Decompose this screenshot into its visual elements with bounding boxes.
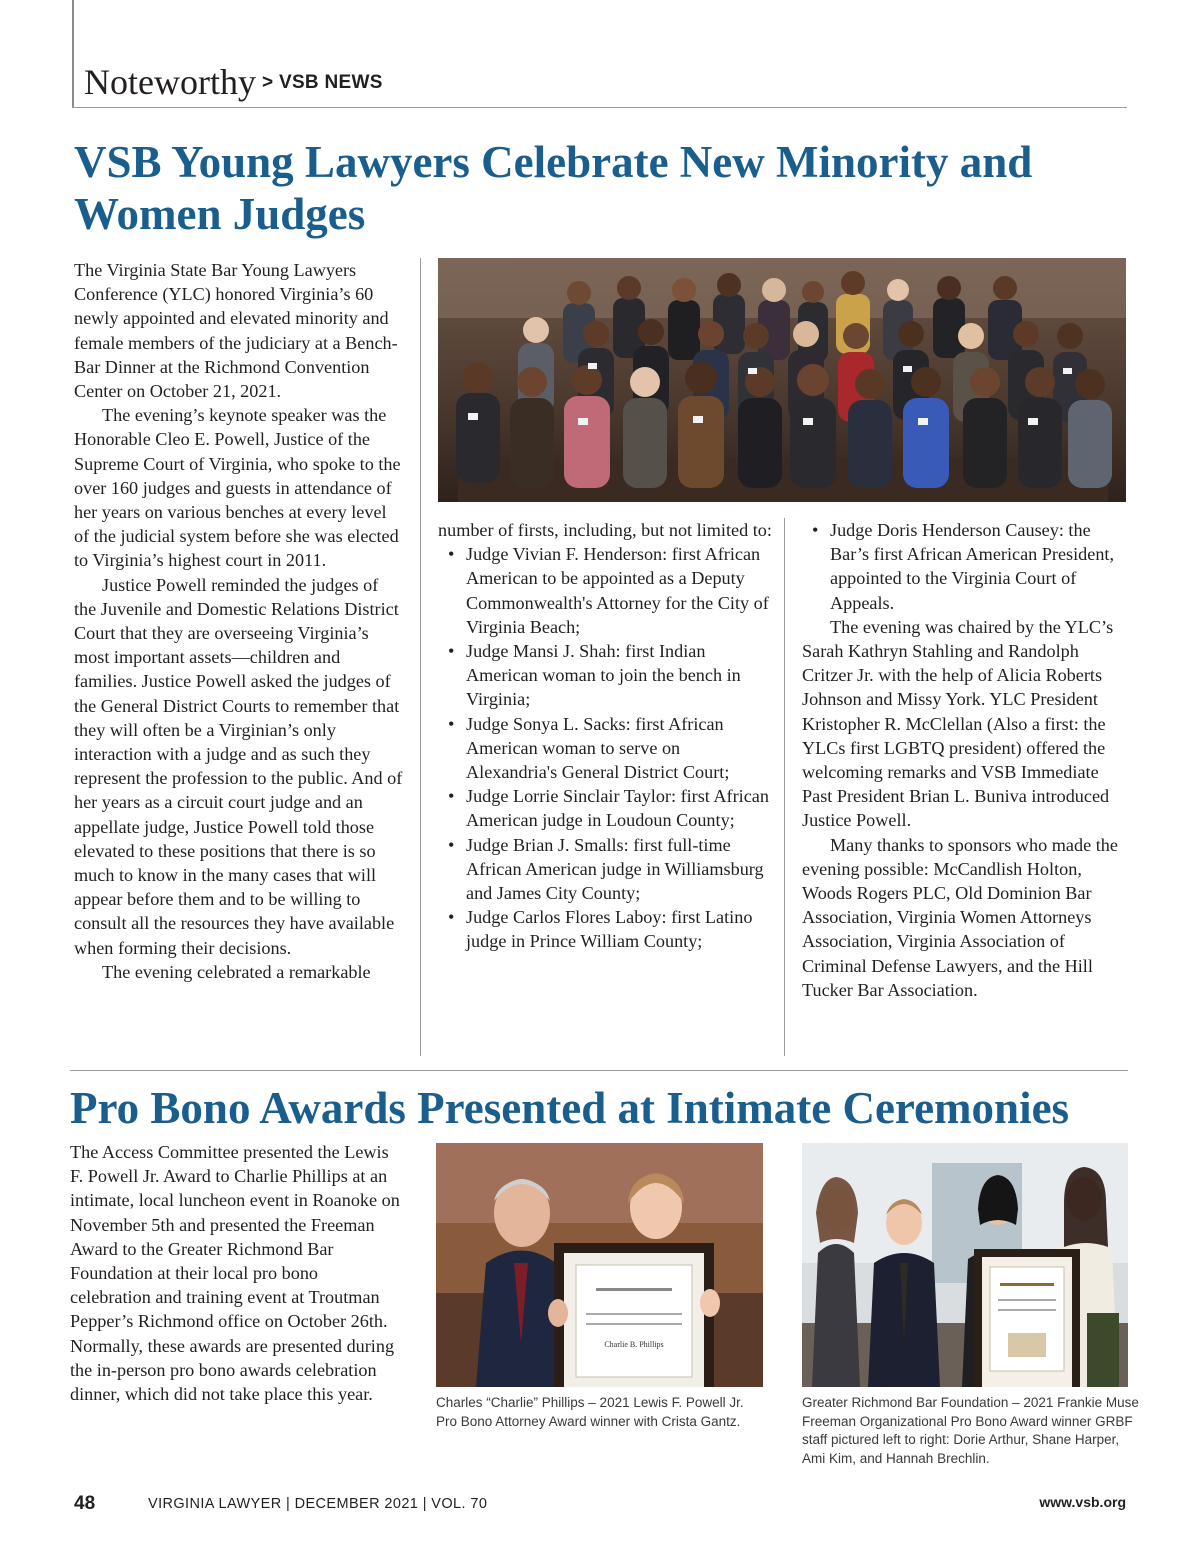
website-url: www.vsb.org [1039,1494,1126,1510]
list-item [438,784,772,832]
paragraph: The evening’s keynote speaker was the Honorable Cleo E. Powell, Justice of the Supreme Court of Virginia, who spoke to the over 160 judges and guests in attendance of her years on various benches at every level of the judicial system before she was elected to Virginia’s highest court in 2011. [74,405,401,571]
section-divider [70,1070,1128,1071]
firsts-list [438,542,772,953]
paragraph: Many thanks to sponsors who made the evening possible: McCandlish Holton, Woods Rogers PLC, Old Dominion Bar Association, Virginia Women Attorneys Association, Virginia Association of Criminal Defense Lawyers, and the Hill Tucker Bar Association. [802,834,1118,1000]
header-vertical-rule [72,0,74,108]
article2-body [70,1140,400,1406]
photo-caption-grbf: Greater Richmond Bar Foundation – 2021 Frankie Muse Freeman Organizational Pro Bono Award winner GRBF staff pictured left to right: Dorie Arthur, Shane Harper, Ami Kim, and Hannah Brechlin. [802,1395,1139,1466]
paragraph: The Access Committee presented the Lewis F. Powell Jr. Award to Charlie Phillips at an intimate, local luncheon event in Roanoke on November 5th and presented the Freeman Award to the Greater Richmond Bar Foundation at their local pro bono celebration and training event at Troutman Pepper’s Richmond office on October 26th. Normally, these awards are presented during the in-person pro bono awards celebration dinner, which did not take place this year. [70,1142,400,1405]
photo-caption-phillips: Charles “Charlie” Phillips – 2021 Lewis F. Powell Jr. Pro Bono Attorney Award winner with Crista Gantz. [436,1395,744,1429]
photo-charlie-phillips [436,1143,763,1387]
phillips-photo-illustration [436,1143,763,1387]
list-item-text: Judge Mansi J. Shah: first Indian American woman to join the bench in Virginia; [466,641,741,710]
list-item-text: Judge Vivian F. Henderson: first African American to be appointed as a Deputy Commonwealth's Attorney for the City of Virginia Beach; [466,544,769,637]
page-number: 48 [74,1493,96,1514]
column-divider [420,258,421,1056]
bullet-icon: • [812,520,819,540]
list-item [438,542,772,639]
group-photo-illustration [438,258,1126,502]
article1-column-1 [74,258,404,984]
list-item-text: Judge Sonya L. Sacks: first African American woman to serve on Alexandria's General District Court; [466,713,730,783]
list-item-text: Judge Carlos Flores Laboy: first Latino judge in Prince William County; [466,907,753,952]
grbf-photo-illustration [802,1143,1128,1387]
certificate-name: Charlie B. Phillips [604,1340,664,1349]
list-item [438,639,772,712]
list-item [438,833,772,906]
paragraph: The Virginia State Bar Young Lawyers Conference (YLC) honored Virginia’s 60 newly appointed and elevated minority and female members of the judiciary at a Bench-Bar Dinner at the Richmond Convention Center on October 21, 2021. [74,260,398,402]
list-item [438,712,772,785]
article1-column-3 [802,518,1132,1002]
paragraph: The evening celebrated a remarkable [102,961,371,982]
list-item-text: Judge Doris Henderson Causey: the Bar’s first African American President, appointed to the Virginia Court of Appeals. [830,520,1115,613]
list-item-text: Judge Brian J. Smalls: first full-time African American judge in Williamsburg and James City County; [466,834,764,904]
paragraph: The evening was chaired by the YLC’s Sarah Kathryn Stahling and Randolph Critzer Jr. with the help of Alicia Roberts Johnson and Missy York. YLC President Kristopher R. McClellan (Also a first: the YLCs first LGBTQ president) offered the welcoming remarks and VSB Immediate Past President Brian L. Buniva introduced Justice Powell. [802,616,1114,831]
list-item-text: Judge Lorrie Sinclair Taylor: first African American judge in Loudoun County; [466,786,769,831]
paragraph: Justice Powell reminded the judges of the Juvenile and Domestic Relations District Court that they are overseeing Virginia’s most important assets—children and families. Justice Powell asked the judges of the General District Courts to remember that they will often be a Virginian’s only interaction with a judge and as such they represent the profession to the public. And of her years as a circuit court judge and an appellate judge, Justice Powell told those elevated to these positions that there is so much to know in the many cases that will appear before them and to be willing to consult all the resources they have available when forming their decisions. [74,574,403,958]
list-item [438,905,772,953]
group-photo-judges [438,258,1126,502]
bullet-icon: • [448,713,455,734]
bullet-icon: • [448,641,455,662]
list-item [802,518,1132,615]
bullet-icon: • [448,544,455,565]
article1-column-2 [438,518,772,954]
section-title: Noteworthy [84,62,256,102]
paragraph: number of firsts, including, but not limited to: [438,520,772,540]
section-subtitle: > VSB NEWS [262,72,383,93]
publication-info: VIRGINIA LAWYER | DECEMBER 2021 | VOL. 70 [148,1496,488,1512]
bullet-icon: • [448,786,455,807]
column-divider [784,518,785,1056]
article-headline-pro-bono: Pro Bono Awards Presented at Intimate Ceremonies [70,1083,1070,1133]
firsts-list-continued [802,518,1132,615]
header-horizontal-rule [72,107,1127,108]
article-headline-judges: VSB Young Lawyers Celebrate New Minority and Women Judges [74,137,1033,239]
bullet-icon: • [448,907,455,928]
photo-grbf-staff [802,1143,1128,1387]
bullet-icon: • [448,834,455,855]
